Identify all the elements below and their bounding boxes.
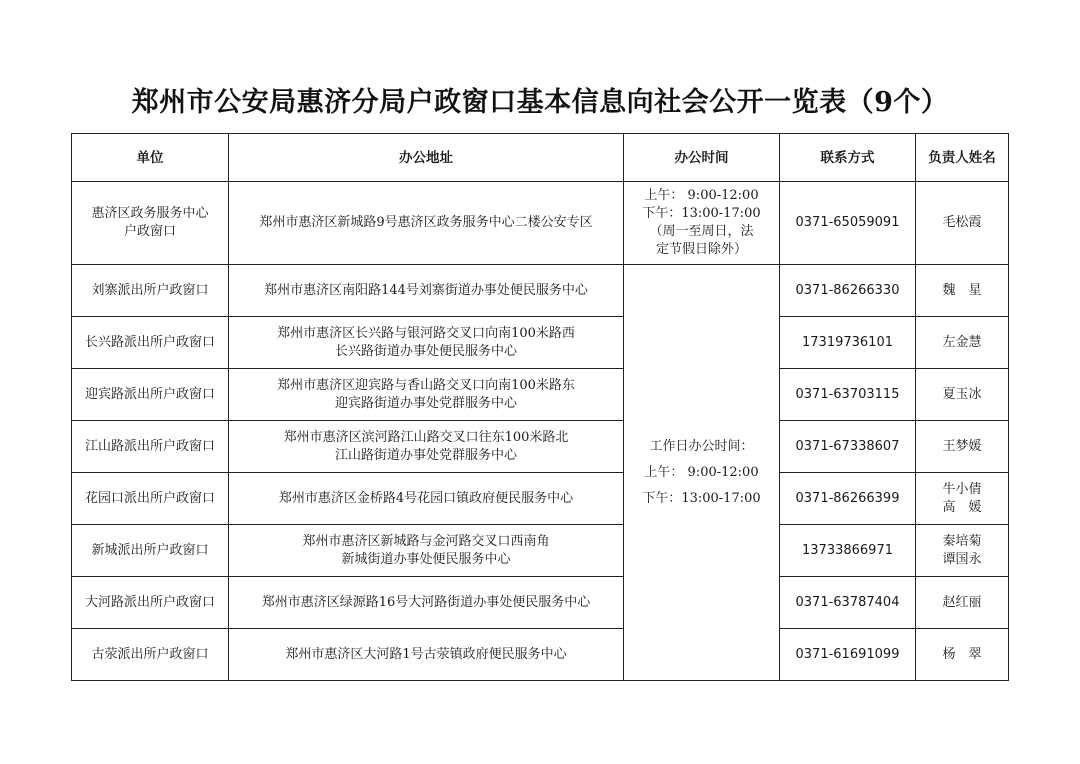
header-person: 负责人姓名 [916,134,1009,182]
table-row [72,421,1009,473]
person-name: 毛松霞 [942,215,982,230]
address-cell [229,421,624,473]
table-row [72,317,1009,369]
hours-cell [624,182,780,265]
phone-cell: 13733866971 [780,525,916,577]
person-name: 高 媛 [942,499,982,515]
person-name: 杨 翠 [942,646,982,662]
phone-cell: 0371-86266399 [780,473,916,525]
address-cell [229,577,624,629]
unit-cell [72,182,229,265]
header-contact: 联系方式 [780,134,916,182]
hours-line: 工作日办公时间： [649,438,754,454]
unit-cell: 刘寨派出所户政窗口 [72,265,229,317]
phone-cell: 0371-61691099 [780,629,916,681]
address-line: 迎宾路街道办事处党群服务中心 [334,395,517,411]
address-line: 郑州市惠济区金桥路4号花园口镇政府便民服务中心 [278,490,574,506]
hours-line: 下午：13:00-17:00 [642,206,761,221]
person-name: 秦培菊 [942,533,982,549]
phone-cell: 0371-63787404 [780,577,916,629]
table-row [72,577,1009,629]
window-info-table [71,133,1009,681]
table-row [72,525,1009,577]
person-name: 夏玉冰 [942,386,982,402]
phone-cell: 17319736101 [780,317,916,369]
address-line: 郑州市惠济区绿源路16号大河路街道办事处便民服务中心 [261,594,591,610]
person-name: 牛小倩 [942,481,982,497]
address-line: 郑州市惠济区滨河路江山路交叉口往东100米路北 [283,429,569,445]
unit-cell: 大河路派出所户政窗口 [72,577,229,629]
unit-line: 惠济区政务服务中心 [91,206,209,221]
table-row [72,265,1009,317]
person-cell [916,629,1009,681]
phone-cell: 0371-63703115 [780,369,916,421]
phone-cell: 0371-67338607 [780,421,916,473]
address-line: 郑州市惠济区南阳路144号刘寨街道办事处便民服务中心 [264,282,588,298]
unit-cell: 新城派出所户政窗口 [72,525,229,577]
document-title: 郑州市公安局惠济分局户政窗口基本信息向社会公开一览表（9个） [131,87,949,118]
unit-line: 户政窗口 [123,224,176,239]
person-name: 魏 星 [942,282,982,298]
address-cell [229,629,624,681]
address-line: 郑州市惠济区新城路与金河路交叉口西南角 [302,533,550,549]
person-name: 谭国永 [942,551,982,567]
address-line: 郑州市惠济区大河路1号古荥镇政府便民服务中心 [285,646,567,662]
header-hours: 办公时间 [624,134,780,182]
phone-cell: 0371-65059091 [780,182,916,265]
shared-hours-cell [624,265,780,681]
address-line: 江山路街道办事处党群服务中心 [334,447,517,463]
person-cell [916,182,1009,265]
person-name: 王梦媛 [942,438,982,454]
person-cell [916,525,1009,577]
table-row [72,629,1009,681]
address-cell [229,265,624,317]
person-name: 左金慧 [942,334,982,350]
address-line: 郑州市惠济区迎宾路与香山路交叉口向南100米路东 [277,377,575,393]
hours-line: 上午： 9:00-12:00 [644,188,759,203]
person-cell [916,265,1009,317]
address-cell [229,182,624,265]
address-line: 郑州市惠济区长兴路与银河路交叉口向南100米路西 [277,325,575,341]
address-cell [229,473,624,525]
person-cell [916,421,1009,473]
address-line: 新城街道办事处便民服务中心 [341,551,511,567]
table-row [72,182,1009,265]
address-cell [229,525,624,577]
person-cell [916,369,1009,421]
table-row [72,369,1009,421]
person-cell [916,473,1009,525]
table-header-row [72,134,1009,182]
person-cell [916,317,1009,369]
person-cell [916,577,1009,629]
unit-cell: 花园口派出所户政窗口 [72,473,229,525]
hours-line: （周一至周日，法 [649,224,754,239]
unit-cell: 迎宾路派出所户政窗口 [72,369,229,421]
address-cell [229,369,624,421]
hours-line: 下午：13:00-17:00 [642,490,761,506]
hours-line: 定节假日除外） [655,242,747,257]
header-address: 办公地址 [229,134,624,182]
hours-line: 上午： 9:00-12:00 [644,464,759,480]
address-line: 郑州市惠济区新城路9号惠济区政务服务中心二楼公安专区 [259,215,593,230]
table-row [72,473,1009,525]
unit-cell: 江山路派出所户政窗口 [72,421,229,473]
unit-cell: 古荥派出所户政窗口 [72,629,229,681]
header-unit: 单位 [72,134,229,182]
phone-cell: 0371-86266330 [780,265,916,317]
address-line: 长兴路街道办事处便民服务中心 [334,343,517,359]
address-cell [229,317,624,369]
unit-cell: 长兴路派出所户政窗口 [72,317,229,369]
person-name: 赵红丽 [942,594,982,610]
